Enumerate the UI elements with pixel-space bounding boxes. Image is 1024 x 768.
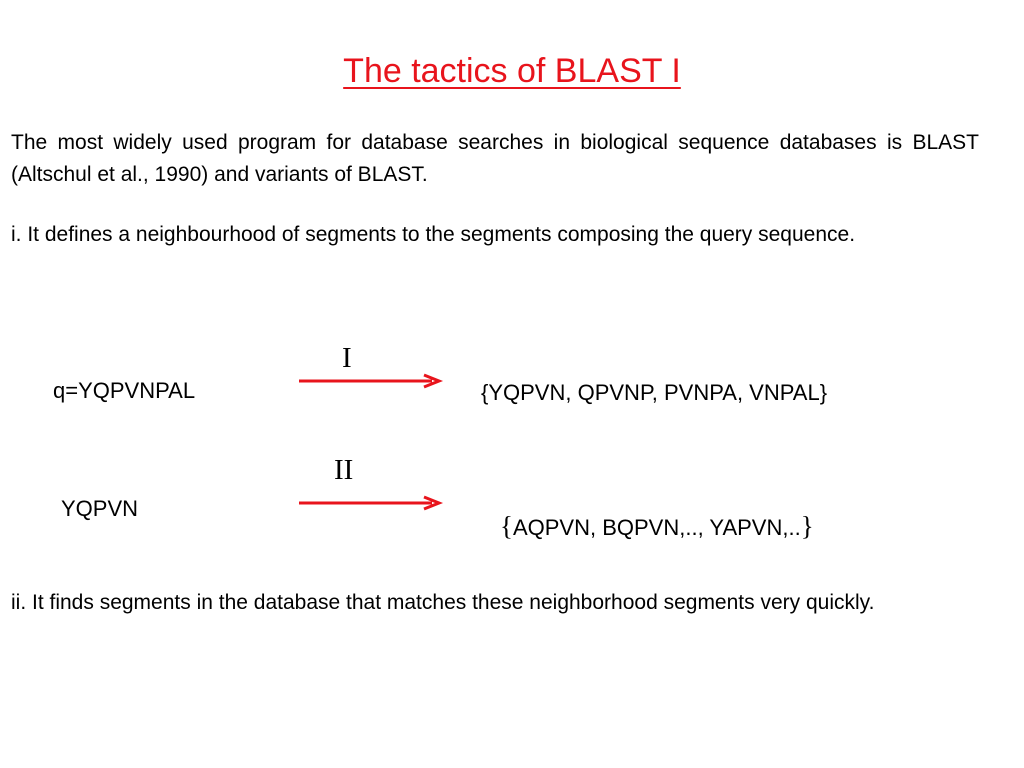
step-1-input: q=YQPVNPAL: [53, 378, 196, 403]
step-ii-paragraph: ii. It finds segments in the database that matches these neighborhood segments very quickly.: [11, 591, 875, 614]
step-2-open-brace: {: [500, 511, 513, 541]
slide-title: The tactics of BLAST I: [343, 52, 681, 90]
step-2-close-brace: }: [800, 511, 814, 541]
step-1-arrow: [298, 372, 444, 390]
step-2-input: YQPVN: [61, 496, 139, 521]
step-2-output: [500, 511, 814, 542]
intro-paragraph: The most widely used program for database searches in biological sequence databases is BLAST (Altschul et al., 1990) and variants of BLAST.: [11, 131, 979, 186]
step-2-label: II: [334, 454, 354, 486]
step-i-paragraph: i. It defines a neighbourhood of segments to the segments composing the query sequence.: [11, 223, 856, 246]
step-1-output: {YQPVN, QPVNP, PVNPA, VNPAL}: [481, 380, 828, 405]
step-2-arrow: [298, 494, 444, 512]
step-1-label: I: [342, 342, 352, 374]
step-2-output-text: AQPVN, BQPVN,.., YAPVN,..: [512, 515, 801, 540]
